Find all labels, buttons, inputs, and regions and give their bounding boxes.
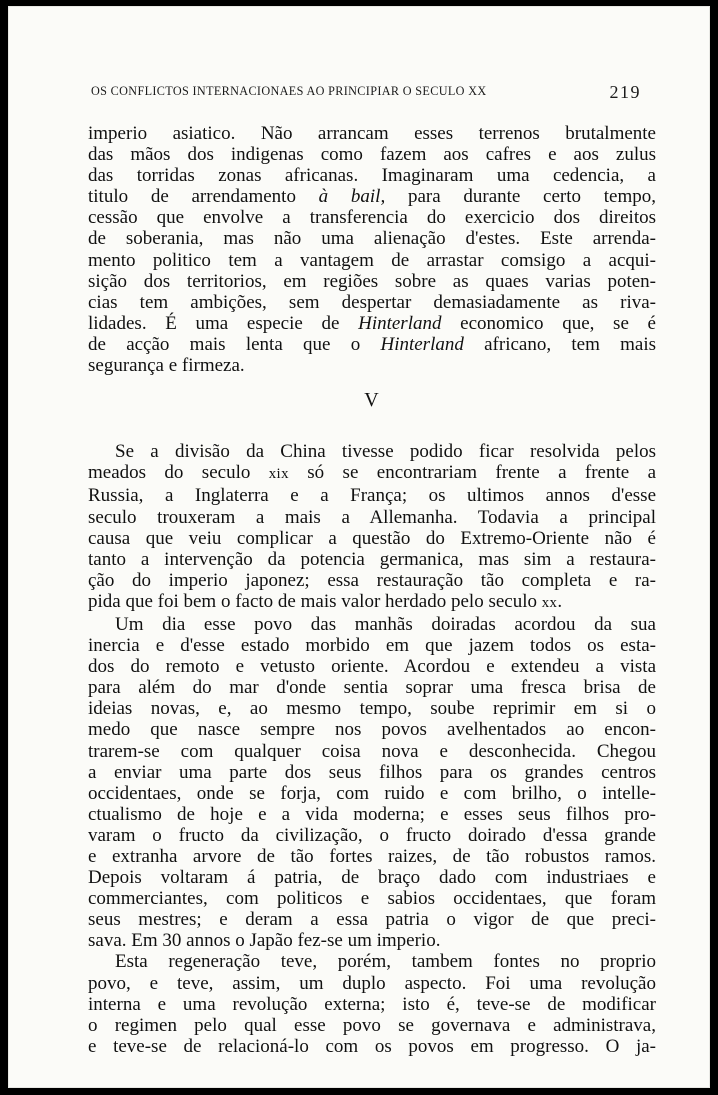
text-line: Depois voltaram á patria, de braço dado com industriaes e <box>88 867 656 889</box>
text-line: cias tem ambições, sem despertar demasiadamente as riva- <box>88 291 656 313</box>
text-line: Russia, a Inglaterra e a França; os ultimos annos d'esse <box>88 485 656 507</box>
small-caps-numeral: xx <box>541 594 558 611</box>
paragraph-3 <box>88 614 656 952</box>
page-number: 219 <box>609 82 641 102</box>
text-line: tanto a intervenção da potencia germanica, mas sim a restaura- <box>88 548 656 570</box>
small-caps-numeral: xix <box>268 466 289 483</box>
text-line: das mãos dos indigenas como fazem aos cafres e aos zulus <box>88 144 656 166</box>
text-line: sição dos territorios, em regiões sobre as quaes varias poten- <box>88 270 656 292</box>
text-line: occidentaes, onde se forja, com ruido e com brilho, o intelle- <box>88 782 656 804</box>
text-line: seculo trouxeram a mais a Allemanha. Todavia a principal <box>88 506 656 528</box>
text-line: para além do mar d'onde sentia soprar uma fresca brisa de <box>88 677 656 699</box>
text-line: Um dia esse povo das manhãs doiradas acordou da sua <box>115 613 656 635</box>
text-line: ctualismo de hoje e a vida moderna; e esses seus filhos pro- <box>88 803 656 825</box>
text-line: interna e uma revolução externa; isto é, teve-se de modificar <box>88 993 656 1015</box>
text-line: commerciantes, com politicos e sabios occidentaes, que foram <box>88 888 656 910</box>
text-line: medo que nasce sempre nos povos avelhentados ao encon- <box>88 719 656 741</box>
text-line: trarem-se com qualquer coisa nova e desconhecida. Chegou <box>88 740 656 762</box>
text-line: lidades. É uma especie de Hinterland economico que, se é <box>88 312 656 334</box>
paragraph-1 <box>88 123 656 376</box>
italic-term: Hinterland <box>380 333 464 355</box>
page-body <box>88 123 656 1057</box>
text-line: titulo de arrendamento à bail, para durante certo tempo, <box>88 186 656 208</box>
text-line: ção do imperio japonez; essa restauração tão completa e ra- <box>88 569 656 591</box>
text-line: povo, e teve, assim, um duplo aspecto. Foi uma revolução <box>88 972 656 994</box>
text-line: inercia e d'esse estado morbido em que jazem todos os esta- <box>88 635 656 657</box>
text-line: varam o fructo da civilização, o fructo doirado d'essa grande <box>88 824 656 846</box>
italic-term: Hinterland <box>358 312 442 334</box>
text-line: segurança e firmeza. <box>88 355 245 377</box>
italic-term: à bail, <box>318 186 386 208</box>
text-line: o regimen pelo qual esse povo se governava e administrava, <box>88 1014 656 1036</box>
text-line: cessão que envolve a transferencia do exercicio dos direitos <box>88 207 656 229</box>
paragraph-4 <box>88 951 656 1056</box>
book-page <box>8 6 710 1088</box>
text-line: imperio asiatico. Não arrancam esses terrenos brutalmente <box>88 123 656 144</box>
running-header <box>91 82 641 102</box>
text-line: pida que foi bem o facto de mais valor herdado pelo seculo xx. <box>88 590 563 612</box>
text-line: causa que veiu complicar a questão do Extremo-Oriente não é <box>88 527 656 549</box>
text-line: das torridas zonas africanas. Imaginaram uma cedencia, a <box>88 165 656 187</box>
text-line: ideias novas, e, ao mesmo tempo, soube reprimir em si o <box>88 698 656 720</box>
running-title: OS CONFLICTOS INTERNACIONAES AO PRINCIPIAR O SECULO XX <box>91 84 487 98</box>
section-heading: V <box>364 389 380 412</box>
text-line: sava. Em 30 annos o Japão fez-se um imperio. <box>88 930 441 952</box>
text-line: e teve-se de relacioná-lo com os povos em progresso. O ja- <box>88 1035 656 1057</box>
text-line: dos do remoto e vetusto oriente. Acordou e extendeu a vista <box>88 656 656 678</box>
text-line: de soberania, mas não uma alienação d'estes. Este arrenda- <box>88 228 656 250</box>
text-line: mento politico tem a vantagem de arrastar comsigo a acqui- <box>88 249 656 271</box>
text-line: de acção mais lenta que o Hinterland africano, tem mais <box>88 333 656 355</box>
text-line: a enviar uma parte dos seus filhos para os grandes centros <box>88 761 656 783</box>
text-line: seus mestres; e deram a essa patria o vigor de que preci- <box>88 909 656 931</box>
text-line: Se a divisão da China tivesse podido ficar resolvida pelos <box>115 441 656 463</box>
text-line: e extranha arvore de tão fortes raizes, de tão robustos ramos. <box>88 846 656 867</box>
text-line: meados do seculo xix só se encontrariam frente a frente a <box>88 462 657 484</box>
text-line: Esta regeneração teve, porém, tambem fontes no proprio <box>115 951 656 973</box>
paragraph-2 <box>88 441 656 614</box>
